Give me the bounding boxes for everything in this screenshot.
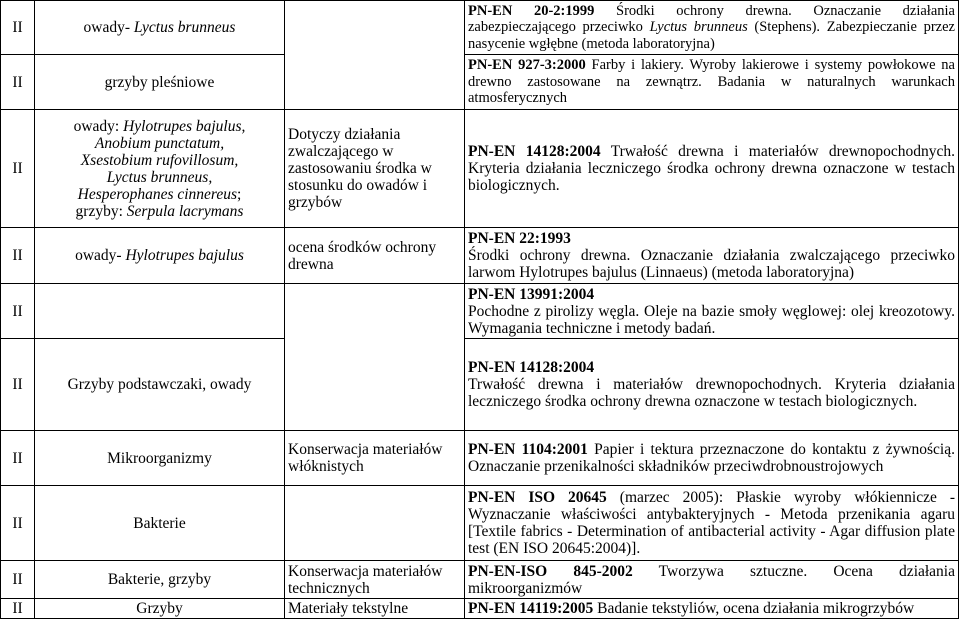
standard-cell — [465, 486, 959, 561]
organism-cell: grzyby pleśniowe — [35, 55, 285, 110]
organism-cell: Grzyby podstawczaki, owady — [35, 339, 285, 431]
category-code: II — [1, 1, 35, 55]
category-code: II — [1, 561, 35, 599]
standard-text: Farby i lakiery. Wyroby lakierowe i systemy powłokowe na drewno zastosowane na zewnątrz. Badania w naturalnych warunkach atmosferycznych — [468, 57, 955, 107]
standard-code: PN-EN 14128:2004 — [468, 143, 601, 160]
organism-cell: owady- Hylotrupes bajulus — [35, 228, 285, 284]
organism-cell — [35, 284, 285, 339]
description-cell: Konserwacja materiałów technicznych — [285, 561, 465, 599]
description-cell: Konserwacja materiałów włóknistych — [285, 431, 465, 486]
standard-text: (marzec 2005): Płaskie wyroby włókiennicze - Wyznaczanie właściwości antybakteryjnych - Metoda przenikania agaru [Textile fabrics - Determination of antibacterial activity - Agar diffusion plate test (EN ISO 20645:2004)]. — [468, 489, 955, 557]
standard-cell — [465, 431, 959, 486]
organism-cell: Bakterie — [35, 486, 285, 561]
standard-cell — [465, 1, 959, 55]
category-code: II — [1, 55, 35, 110]
category-code: II — [1, 110, 35, 228]
organism-cell: owady- Lyctus brunneus — [35, 1, 285, 55]
standard-cell — [465, 599, 959, 619]
description-cell: ocena środków ochrony drewna — [285, 228, 465, 284]
standard-code: PN-EN 20-2:1999 — [468, 2, 595, 19]
table-row — [1, 55, 959, 110]
standard-code: PN-EN 22:1993 — [468, 230, 571, 247]
standard-cell — [465, 228, 959, 284]
category-code: II — [1, 284, 35, 339]
description-cell — [285, 284, 465, 431]
standard-cell — [465, 110, 959, 228]
standard-text: Tworzywa sztuczne. Ocena działania mikroorganizmów — [468, 562, 955, 597]
table-row — [1, 561, 959, 599]
standard-text: Środki ochrony drewna. Oznaczanie działania zwalczającego przeciwko larwom Hylotrupes bajulus (Linnaeus) (metoda laboratoryjna) — [468, 247, 955, 281]
category-code: II — [1, 486, 35, 561]
organism-cell: Mikroorganizmy — [35, 431, 285, 486]
standard-code: PN-EN 1104:2001 — [468, 441, 588, 458]
standard-text: Pochodne z pirolizy węgla. Oleje na bazie smoły węglowej: olej kreozotowy. Wymagania techniczne i metody badań. — [468, 302, 955, 337]
table-row — [1, 486, 959, 561]
standard-code: PN-EN 14128:2004 — [468, 359, 595, 376]
table-row — [1, 1, 959, 55]
standard-text: Trwałość drewna i materiałów drewnopochodnych. Kryteria działania leczniczego środka ochrony drewna oznaczone w testach biologicznych. — [468, 376, 955, 410]
description-cell — [285, 486, 465, 561]
standard-cell — [465, 561, 959, 599]
organism-cell: owady: Hylotrupes bajulus, Anobium punctatum, Xsestobium rufovillosum, Lyctus brunneus, Hesperophanes cinnereus; grzyby: Serpula lacrymans — [35, 110, 285, 228]
standard-text: Papier i tektura przeznaczone do kontaktu z żywnością. Oznaczanie przenikalności składników przeciwdrobnoustrojowych — [468, 441, 955, 475]
table-row — [1, 110, 959, 228]
standard-code: PN-EN ISO 20645 — [468, 489, 607, 506]
standard-code: PN-EN-ISO 845-2002 — [468, 562, 633, 580]
standard-text: Środki ochrony drewna. Oznaczanie działania zabezpieczającego przeciwko Lyctus brunneus (Stephens). Zabezpieczanie przez nasycenie wgłębne (metoda laboratoryjna) — [468, 2, 955, 52]
description-cell: Materiały tekstylne — [285, 599, 465, 619]
standard-code: PN-EN 14119:2005 — [468, 600, 594, 617]
category-code: II — [1, 339, 35, 431]
organism-cell: Grzyby — [35, 599, 285, 619]
standard-cell — [465, 284, 959, 339]
table-row — [1, 599, 959, 619]
category-code: II — [1, 431, 35, 486]
standard-text: Badanie tekstyliów, ocena działania mikrogrzybów — [593, 600, 915, 617]
category-code: II — [1, 228, 35, 284]
standard-cell — [465, 55, 959, 110]
table-row — [1, 339, 959, 431]
table-row — [1, 228, 959, 284]
standard-cell — [465, 339, 959, 431]
description-cell — [285, 1, 465, 110]
standard-code: PN-EN 927-3:2000 — [468, 57, 586, 74]
description-cell: Dotyczy działania zwalczającego w zastosowaniu środka w stosunku do owadów i grzybów — [285, 110, 465, 228]
organism-cell: Bakterie, grzyby — [35, 561, 285, 599]
category-code: II — [1, 599, 35, 619]
table-row — [1, 431, 959, 486]
standard-text: Trwałość drewna i materiałów drewnopochodnych. Kryteria działania leczniczego środka ochrony drewna oznaczone w testach biologicznych. — [468, 143, 955, 194]
standard-code: PN-EN 13991:2004 — [468, 285, 595, 303]
table-row — [1, 284, 959, 339]
